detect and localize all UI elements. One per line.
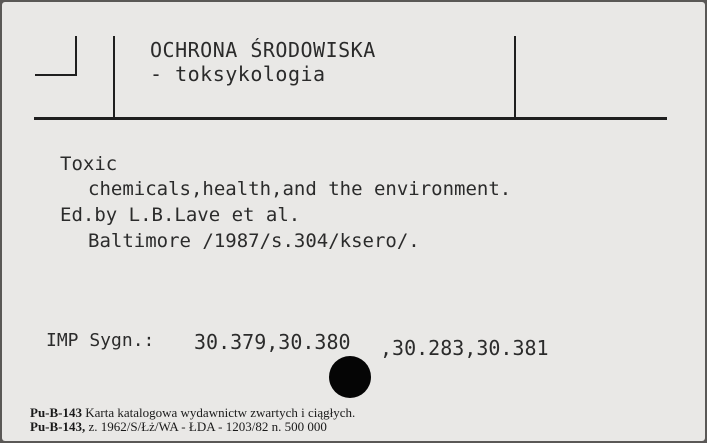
footer-line1 (30, 406, 355, 420)
signature-numbers-2: ,30.283,30.381 (380, 336, 549, 360)
header-bottom-rule (34, 117, 667, 120)
footer-line2 (30, 420, 327, 434)
header-divider-right (514, 36, 516, 118)
footer-card-title: Karta katalogowa wydawnictw zwartych i ciągłych. (85, 405, 356, 420)
header-tick-vertical (75, 36, 77, 76)
record-title-line2: chemicals,health,and the environment. (88, 178, 512, 200)
catalog-card (2, 2, 705, 441)
signature-numbers-1: 30.379,30.380 (194, 330, 351, 354)
record-editor: Ed.by L.B.Lave et al. (60, 204, 301, 226)
signature-label: IMP Sygn.: (46, 330, 155, 351)
subject-heading: OCHRONA ŚRODOWISKA (150, 38, 376, 62)
punch-hole (329, 356, 371, 398)
record-title-line1: Toxic (60, 153, 118, 175)
subject-subheading: - toksykologia (150, 62, 326, 86)
footer-code-1: Pu-B-143 (30, 405, 82, 420)
header-divider-left (113, 36, 115, 118)
footer-code-2: Pu-B-143, (30, 419, 86, 434)
record-publication: Baltimore /1987/s.304/ksero/. (88, 230, 420, 252)
footer-print-info: z. 1962/S/Łż/WA - ŁDA - 1203/82 n. 500 000 (88, 419, 327, 434)
header-tick-horizontal (35, 74, 77, 76)
